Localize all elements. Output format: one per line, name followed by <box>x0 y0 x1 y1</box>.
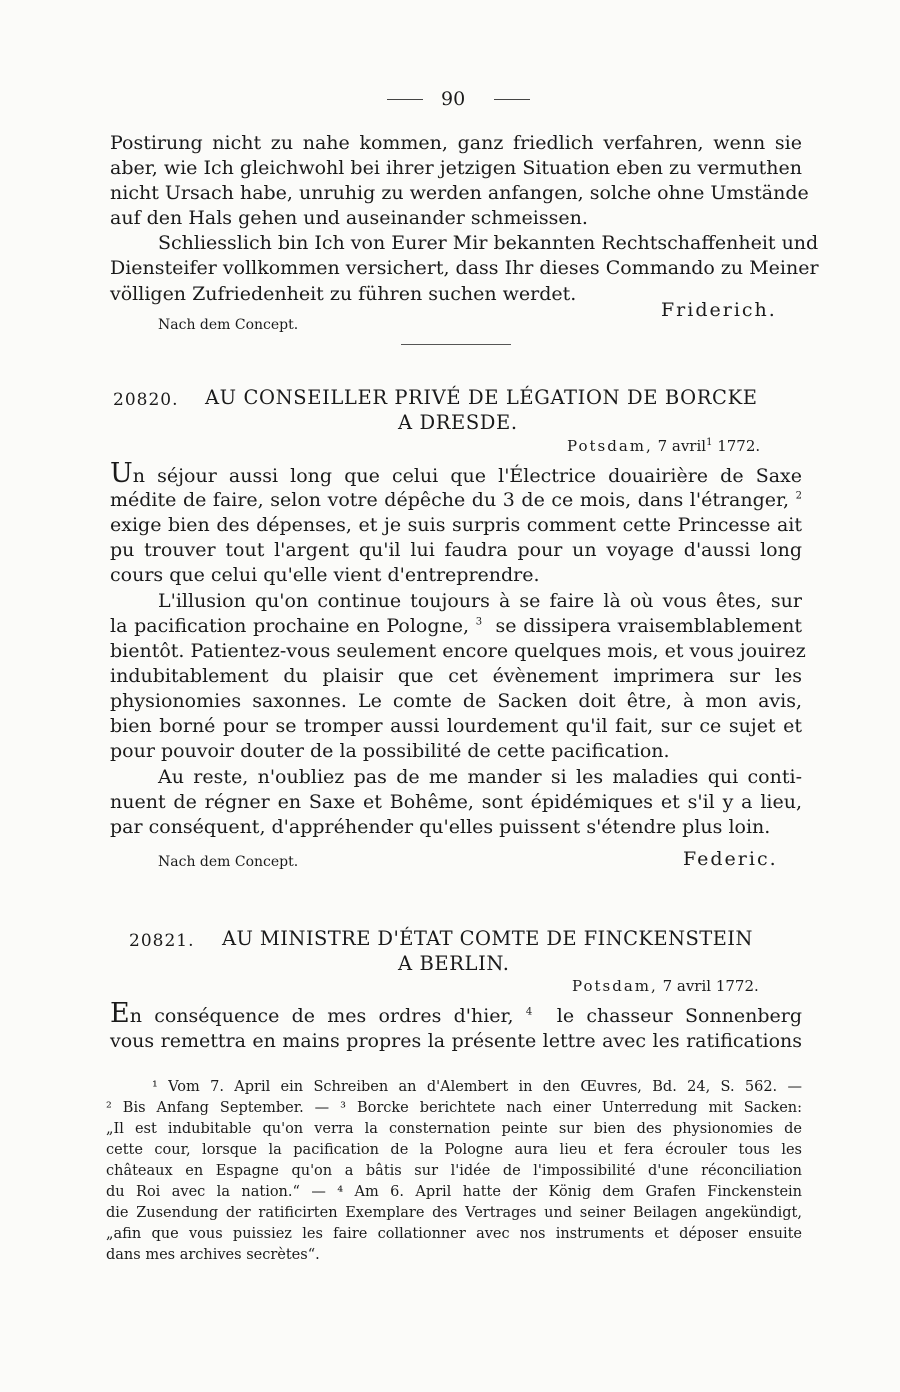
initial-letter: U <box>110 458 133 489</box>
paragraph-line: cours que celui qu'elle vient d'entreprendre. <box>110 564 540 586</box>
continuation-line: auf den Hals gehen und auseinander schmeissen. <box>110 207 588 229</box>
paragraph-line: pu trouver tout l'argent qu'il lui faudra pour un voyage d'aussi long <box>110 539 802 561</box>
paragraph-line <box>110 458 802 489</box>
paragraph-line: bien borné pour se tromper aussi lourdement qu'il fait, sur ce sujet et <box>110 715 802 737</box>
dateline-date: 7 avril <box>657 437 707 455</box>
line-text: la pacification prochaine en Pologne, <box>110 615 470 637</box>
paragraph-line <box>110 614 802 638</box>
letter-title: AU MINISTRE D'ÉTAT COMTE DE FINCKENSTEIN <box>222 927 753 950</box>
header-rule-right <box>494 99 530 100</box>
letter-title: AU CONSEILLER PRIVÉ DE LÉGATION DE BORCKE <box>205 386 758 409</box>
paragraph-line: vous remettra en mains propres la présente lettre avec les ratifications <box>110 1030 802 1052</box>
footnote-line: „Il est indubitable qu'on verra la consternation peinte sur bien des physionomies de <box>106 1121 802 1137</box>
footnote-ref: 4 <box>525 1006 533 1018</box>
paragraph-line: indubitablement du plaisir que cet évènement imprimera sur les <box>110 665 802 687</box>
footnote-line: dans mes archives secrètes“. <box>106 1247 320 1263</box>
paragraph-line: bientôt. Patientez-vous seulement encore quelques mois, et vous jouirez <box>110 640 806 662</box>
paragraph-line <box>110 998 803 1029</box>
dateline <box>572 974 759 998</box>
line-text: le chasseur Sonnenberg <box>556 1005 803 1027</box>
header-rule-left <box>387 99 423 100</box>
source-note: Nach dem Concept. <box>158 854 299 870</box>
footnote-ref: 1 <box>706 437 713 448</box>
paragraph-line: par conséquent, d'appréhender qu'elles puissent s'étendre plus loin. <box>110 816 771 838</box>
dateline-date: 7 avril 1772. <box>662 977 759 995</box>
continuation-line: Postirung nicht zu nahe kommen, ganz friedlich verfahren, wenn sie <box>110 132 802 154</box>
letter-number: 20821. <box>129 931 195 951</box>
footnote-line: cette cour, lorsque la pacification de la Pologne aura lieu et fera écrouler tous les <box>106 1142 802 1158</box>
dateline-place: Potsdam, <box>567 437 653 455</box>
paragraph-line: exige bien des dépenses, et je suis surpris comment cette Princesse ait <box>110 514 802 536</box>
line-text: n séjour aussi long que celui que l'Électrice douairière de Saxe <box>132 465 802 487</box>
footnote-line: ¹ Vom 7. April ein Schreiben an d'Alembert in den Œuvres, Bd. 24, S. 562. — <box>152 1079 802 1095</box>
continuation-line: nicht Ursach habe, unruhig zu werden anfangen, solche ohne Umstände <box>110 182 809 204</box>
footnote-line: ² Bis Anfang September. — ³ Borcke berichtete nach einer Unterredung mit Sacken: <box>106 1100 802 1116</box>
dateline <box>567 434 760 458</box>
footnote-line: du Roi avec la nation.“ — ⁴ Am 6. April hatte der König dem Grafen Finckenstein <box>106 1184 802 1200</box>
paragraph-line: physionomies saxonnes. Le comte de Sacken doit être, à mon avis, <box>110 690 802 712</box>
continuation-line: Schliesslich bin Ich von Eurer Mir bekannten Rechtschaffenheit und <box>158 232 819 254</box>
continuation-line: aber, wie Ich gleichwohl bei ihrer jetzigen Situation eben zu vermuthen <box>110 157 802 179</box>
footnote-line: die Zusendung der ratificirten Exemplare des Vertrages und seiner Beilagen angekündigt, <box>106 1205 802 1221</box>
footnote-ref: 3 <box>475 616 483 628</box>
line-text: se dissipera vraisemblablement <box>495 615 802 637</box>
letter-title: A DRESDE. <box>398 411 518 434</box>
signature-friderich: Friderich. <box>661 299 777 321</box>
continuation-line: völligen Zufriedenheit zu führen suchen werdet. <box>110 283 577 305</box>
initial-letter: E <box>110 998 130 1029</box>
dateline-year: 1772. <box>717 437 761 455</box>
source-note: Nach dem Concept. <box>158 317 299 333</box>
continuation-line: Diensteifer vollkommen versichert, dass Ihr dieses Commando zu Meiner <box>110 257 819 279</box>
section-divider <box>401 344 511 345</box>
letter-number: 20820. <box>113 390 179 410</box>
paragraph-line: L'illusion qu'on continue toujours à se faire là où vous êtes, sur <box>158 590 802 612</box>
page-number: 90 <box>441 88 466 110</box>
line-text: n conséquence de mes ordres d'hier, <box>129 1005 514 1027</box>
paragraph-line <box>110 488 802 512</box>
line-text: médite de faire, selon votre dépêche du 3 de ce mois, dans l'étranger, <box>110 489 790 511</box>
footnote-ref: 2 <box>795 490 802 502</box>
footnote-line: châteaux en Espagne qu'on a bâtis sur l'idée de l'impossibilité d'une réconciliation <box>106 1163 802 1179</box>
signature-federic: Federic. <box>683 848 778 870</box>
paragraph-line: Au reste, n'oubliez pas de me mander si les maladies qui conti- <box>158 766 802 788</box>
dateline-place: Potsdam, <box>572 977 658 995</box>
paragraph-line: nuent de régner en Saxe et Bohême, sont épidémiques et s'il y a lieu, <box>110 791 802 813</box>
paragraph-line: pour pouvoir douter de la possibilité de cette pacification. <box>110 740 670 762</box>
letter-title: A BERLIN. <box>398 952 510 975</box>
footnote-line: „afin que vous puissiez les faire collationner avec nos instruments et déposer ensuite <box>106 1226 802 1242</box>
